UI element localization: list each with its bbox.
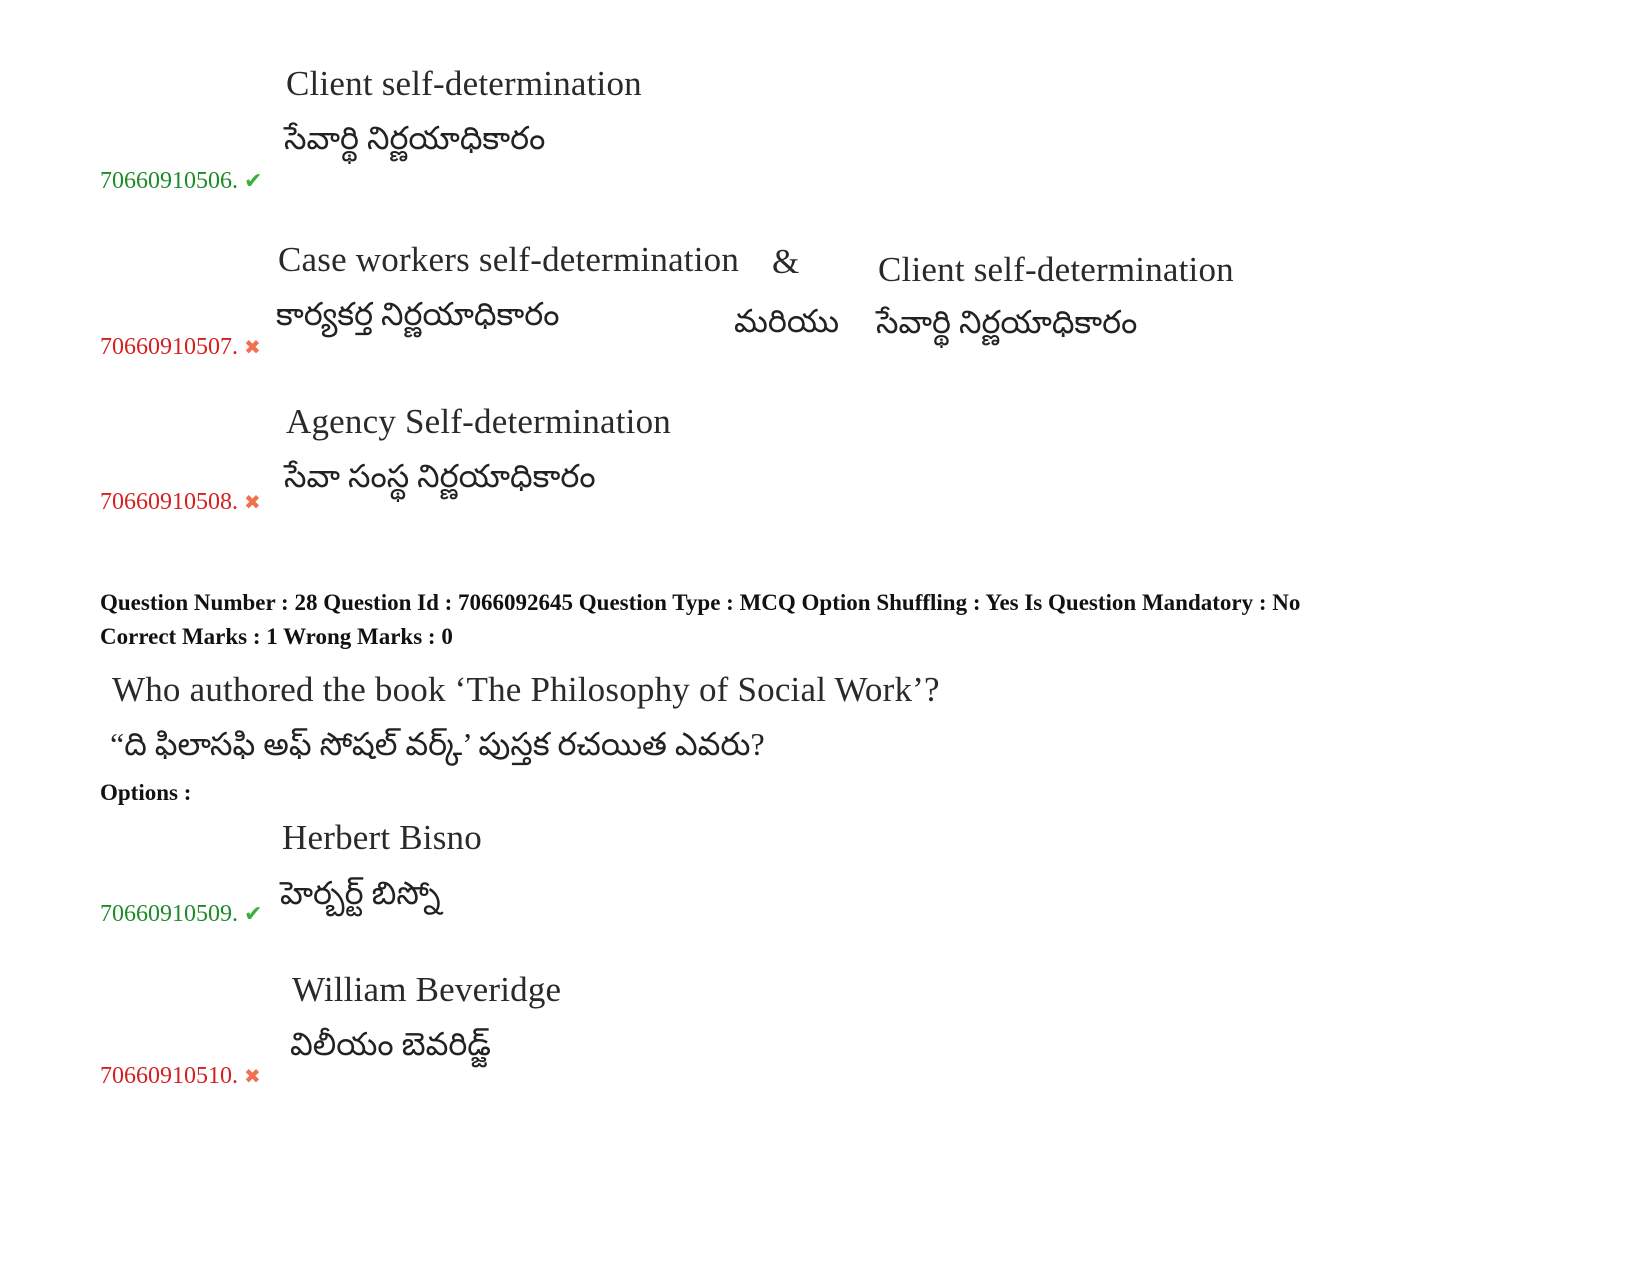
option-image-text-te-2: సేవార్థి నిర్ణయాధికారం xyxy=(876,304,1138,340)
option-id-row xyxy=(100,168,262,195)
option-image-text-en: Herbert Bisno xyxy=(282,818,482,857)
option-id-row xyxy=(100,489,261,516)
check-icon: ✔ xyxy=(244,901,263,926)
option-image-text-en: Agency Self-determination xyxy=(286,402,672,441)
option-image-text-en-2: Client self-determination xyxy=(878,250,1234,289)
question-text-te: “ది ఫిలాసఫి అఫ్ సోషల్ వర్క్’ పుస్తక రచయిత ఎవరు? xyxy=(110,726,765,762)
option-image-text-en: Client self-determination xyxy=(286,64,642,103)
option-image-text-en: Case workers self-determination xyxy=(278,240,740,279)
option-image-text-te: సేవా సంస్థ నిర్ణయాధికారం xyxy=(284,458,596,494)
option-image-text-te: విలీయం బెవరిడ్జ్ xyxy=(290,1026,491,1062)
cross-icon: ✖ xyxy=(244,492,261,514)
option-id: 70660910508. xyxy=(100,489,238,515)
option-id-row xyxy=(100,901,262,928)
options-label: Options : xyxy=(100,780,192,805)
option-joiner-en: & xyxy=(772,242,800,281)
option-id-row xyxy=(100,1063,261,1090)
cross-icon: ✖ xyxy=(244,337,261,359)
option-id: 70660910509. xyxy=(100,901,238,927)
option-image-text-te: కార్యకర్త నిర్ణయాధికారం xyxy=(276,296,560,332)
cross-icon: ✖ xyxy=(244,1066,261,1088)
option-id-row xyxy=(100,334,261,361)
question-meta: Question Number : 28 Question Id : 7066092645 Question Type : MCQ Option Shuffling : Yes Is Question Mandatory : No xyxy=(100,590,1301,615)
option-image-text-te: సేవార్థి నిర్ణయాధికారం xyxy=(284,120,546,156)
option-id: 70660910506. xyxy=(100,168,238,194)
option-id: 70660910510. xyxy=(100,1063,238,1089)
option-id: 70660910507. xyxy=(100,334,238,360)
question-marks: Correct Marks : 1 Wrong Marks : 0 xyxy=(100,624,453,649)
question-text-en: Who authored the book ‘The Philosophy of Social Work’? xyxy=(112,670,940,709)
option-image-text-te: హెర్బర్ట్ బిస్నో xyxy=(280,875,441,911)
check-icon: ✔ xyxy=(244,168,263,193)
option-joiner-te: మరియు xyxy=(734,303,840,339)
option-image-text-en: William Beveridge xyxy=(292,970,562,1009)
